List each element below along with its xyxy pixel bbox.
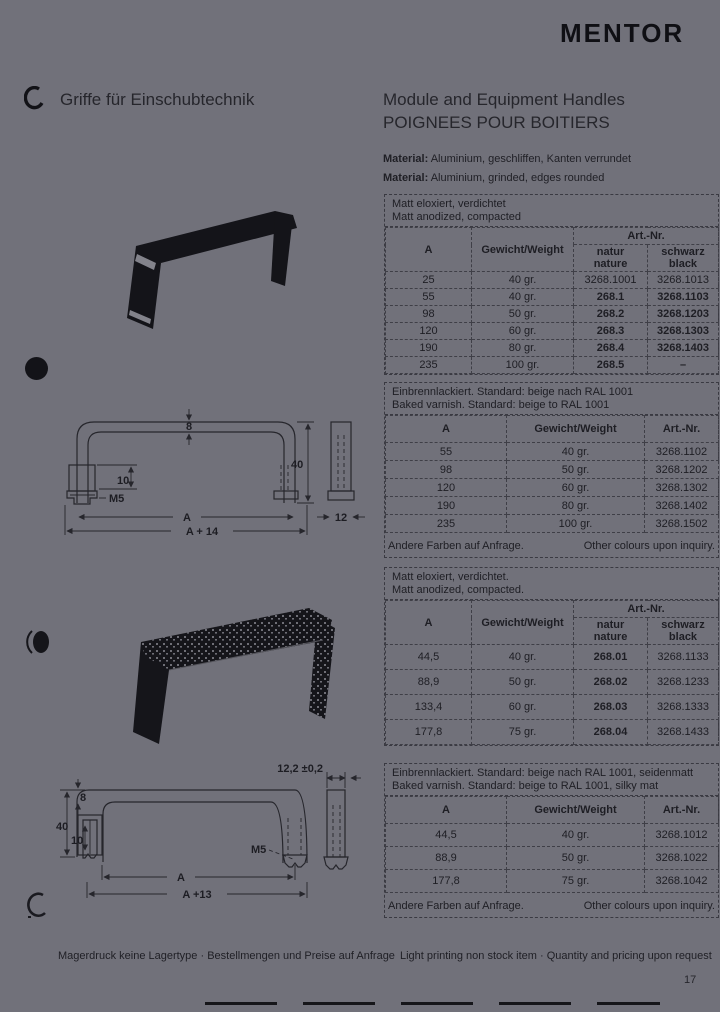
table-cell: 88,9 (386, 670, 472, 695)
table-cell: 120 (386, 323, 472, 340)
column-header-weight: Gewicht/Weight (507, 416, 645, 443)
table-row (386, 323, 719, 340)
title-line-en: Module and Equipment Handles (383, 90, 625, 109)
table-row (386, 824, 719, 847)
table-cell: 190 (386, 340, 472, 357)
column-header-natur: natur nature (574, 618, 648, 645)
table-cell: 88,9 (386, 847, 507, 870)
column-header-a: A (386, 797, 507, 824)
table-cell: 3268.1013 (648, 272, 719, 289)
note-en: Other colours upon inquiry. (583, 540, 715, 552)
table-caption: Matt eloxiert, verdichtet. Matt anodized, compacted. (385, 568, 718, 600)
svg-text:A + 14: A + 14 (185, 526, 219, 538)
table-cell: 40 gr. (472, 645, 574, 670)
table-cell: 40 gr. (507, 824, 645, 847)
spec-table-varnished-1 (384, 382, 719, 558)
table-cell: – (648, 357, 719, 374)
svg-text:40: 40 (56, 821, 69, 833)
note-en: Other colours upon inquiry. (583, 900, 715, 912)
table-row (386, 645, 719, 670)
table-cell: 120 (386, 479, 507, 497)
material-line-de: Material: Aluminium, geschliffen, Kanten verrundet (383, 153, 632, 165)
table-row (386, 443, 719, 461)
table-cell: 3268.1102 (645, 443, 719, 461)
table-cell: 40 gr. (507, 443, 645, 461)
table-row (386, 357, 719, 374)
table-row (386, 272, 719, 289)
table-cell: 3268.1302 (645, 479, 719, 497)
table-cell: 190 (386, 497, 507, 515)
table-row (386, 695, 719, 720)
svg-text:10: 10 (71, 835, 84, 847)
table-cell: 268.03 (574, 695, 648, 720)
table-cell: 3268.1502 (645, 515, 719, 533)
corner-glyph-icon (26, 892, 50, 920)
table-cell: 3268.1103 (648, 289, 719, 306)
bullet-dot-icon (25, 357, 48, 380)
column-header-weight: Gewicht/Weight (472, 601, 574, 645)
column-header-schwarz: schwarz black (648, 618, 719, 645)
table-cell: 268.2 (574, 306, 648, 323)
table-cell: 3268.1333 (648, 695, 719, 720)
page-title-de: Griffe für Einschubtechnik (60, 90, 255, 109)
column-header-artnr: Art.-Nr. (574, 228, 719, 245)
table-cell: 75 gr. (507, 870, 645, 893)
table-cell: 3268.1403 (648, 340, 719, 357)
column-header-artnr: Art.-Nr. (574, 601, 719, 618)
column-header-natur: natur nature (574, 245, 648, 272)
table-cell: 80 gr. (472, 340, 574, 357)
table-cell: 3268.1233 (648, 670, 719, 695)
svg-text:M5: M5 (251, 844, 267, 856)
table-cell: 177,8 (386, 870, 507, 893)
table-cell: 25 (386, 272, 472, 289)
column-header-weight: Gewicht/Weight (472, 228, 574, 272)
table-cell: 3268.1042 (645, 870, 719, 893)
table-cell: 40 gr. (472, 289, 574, 306)
table-cell: 3268.1203 (648, 306, 719, 323)
table-cell: 40 gr. (472, 272, 574, 289)
table-cell: 100 gr. (472, 357, 574, 374)
svg-text:A +13: A +13 (182, 889, 212, 901)
table-cell: 268.3 (574, 323, 648, 340)
table-cell: 3268.1022 (645, 847, 719, 870)
table-cell: 3268.1001 (574, 272, 648, 289)
note-de: Andere Farben auf Anfrage. (388, 540, 524, 552)
knob-mark-icon (24, 626, 52, 658)
table-cell: 98 (386, 306, 472, 323)
table-cell: 235 (386, 357, 472, 374)
svg-text:8: 8 (79, 792, 87, 804)
column-header-weight: Gewicht/Weight (507, 797, 645, 824)
table-cell: 235 (386, 515, 507, 533)
table-cell: 268.01 (574, 645, 648, 670)
table-cell: 268.04 (574, 720, 648, 745)
table-row (386, 870, 719, 893)
table-note (385, 893, 718, 917)
column-header-a: A (386, 228, 472, 272)
material-block (383, 150, 631, 188)
table-row (386, 479, 719, 497)
tech-drawing-2 (55, 760, 365, 905)
table-cell: 268.5 (574, 357, 648, 374)
table-cell: 177,8 (386, 720, 472, 745)
spec-table-anodized-2 (384, 567, 719, 746)
table-cell: 50 gr. (472, 306, 574, 323)
spec-table-anodized-1 (384, 194, 719, 375)
table-cell: 44,5 (386, 824, 507, 847)
table-cell: 98 (386, 461, 507, 479)
page-number: 17 (684, 974, 697, 986)
page-title-en (383, 88, 625, 134)
column-header-schwarz: schwarz black (648, 245, 719, 272)
table-cell: 3268.1012 (645, 824, 719, 847)
table-cell: 75 gr. (472, 720, 574, 745)
table-cell: 60 gr. (472, 695, 574, 720)
table-row (386, 847, 719, 870)
svg-text:40: 40 (291, 459, 304, 471)
svg-text:12,2 ±0,2: 12,2 ±0,2 (277, 763, 323, 775)
table-cell: 55 (386, 443, 507, 461)
table-cell: 3268.1133 (648, 645, 719, 670)
svg-text:A: A (177, 872, 185, 884)
footer-note-de: Magerdruck keine Lagertype · Bestellmengen und Preise auf Anfrage (58, 950, 395, 962)
table-cell: 133,4 (386, 695, 472, 720)
title-line-fr: POIGNEES POUR BOITIERS (383, 113, 610, 132)
table-cell: 50 gr. (507, 461, 645, 479)
table-cell: 60 gr. (472, 323, 574, 340)
table-row (386, 461, 719, 479)
table-caption: Einbrennlackiert. Standard: beige nach RAL 1001, seidenmatt Baked varnish. Standard: beige to RAL 1001, silky mat (385, 764, 718, 796)
note-de: Andere Farben auf Anfrage. (388, 900, 524, 912)
table-cell: 100 gr. (507, 515, 645, 533)
footer-note-en: Light printing non stock item · Quantity and pricing upon request (400, 950, 712, 962)
spec-table-varnished-2 (384, 763, 719, 918)
svg-text:A: A (183, 512, 191, 524)
table-row (386, 306, 719, 323)
handle-glyph-icon (24, 86, 46, 112)
table-cell: 3268.1202 (645, 461, 719, 479)
tech-drawing-1 (55, 405, 367, 538)
svg-text:10: 10 (117, 475, 130, 487)
column-header-a: A (386, 601, 472, 645)
table-cell: 268.1 (574, 289, 648, 306)
table-cell: 50 gr. (472, 670, 574, 695)
table-caption: Matt eloxiert, verdichtet Matt anodized, compacted (385, 195, 718, 227)
table-row (386, 720, 719, 745)
svg-text:8: 8 (185, 421, 193, 433)
table-cell: 44,5 (386, 645, 472, 670)
handle-photo-1 (85, 202, 325, 334)
column-header-artnr: Art.-Nr. (645, 416, 719, 443)
table-row (386, 515, 719, 533)
svg-text:12: 12 (334, 512, 348, 524)
handle-photo-2 (85, 592, 335, 747)
table-row (386, 670, 719, 695)
column-header-artnr: Art.-Nr. (645, 797, 719, 824)
table-row (386, 340, 719, 357)
table-cell: 268.02 (574, 670, 648, 695)
svg-text:M5: M5 (109, 493, 125, 505)
table-cell: 50 gr. (507, 847, 645, 870)
table-note (385, 533, 718, 557)
table-cell: 3268.1433 (648, 720, 719, 745)
table-cell: 3268.1402 (645, 497, 719, 515)
table-row (386, 289, 719, 306)
table-cell: 3268.1303 (648, 323, 719, 340)
brand-logo: MENTOR (560, 18, 685, 48)
table-cell: 60 gr. (507, 479, 645, 497)
column-header-a: A (386, 416, 507, 443)
table-cell: 268.4 (574, 340, 648, 357)
scan-artifact-line (205, 1002, 660, 1005)
table-caption: Einbrennlackiert. Standard: beige nach RAL 1001 Baked varnish. Standard: beige to RAL 1001 (385, 383, 718, 415)
table-cell: 55 (386, 289, 472, 306)
table-cell: 80 gr. (507, 497, 645, 515)
table-row (386, 497, 719, 515)
material-line-en: Material: Aluminium, grinded, edges rounded (383, 172, 605, 184)
